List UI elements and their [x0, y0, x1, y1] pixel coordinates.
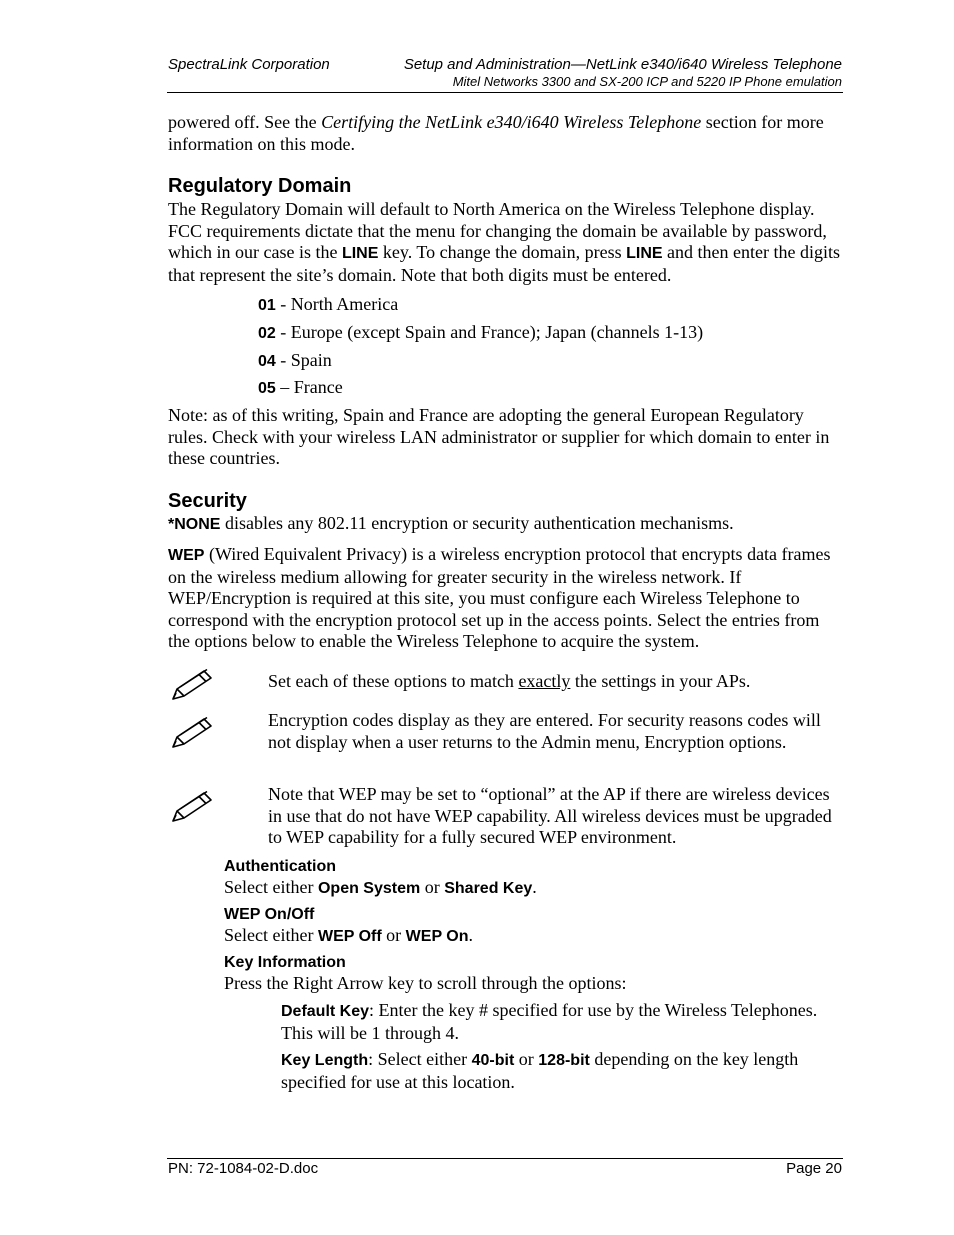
default-key-item	[281, 1000, 841, 1044]
regulatory-note: Note: as of this writing, Spain and France are adopting the general European Regulatory rules. Check with your wireless LAN administrator or supplier for which domain to enter in these countries.	[168, 405, 830, 468]
none-option-label: *NONE	[168, 516, 221, 533]
key-information-heading: Key Information	[224, 954, 346, 971]
40-bit-option: 40-bit	[471, 1052, 515, 1069]
pencil-icon	[168, 668, 214, 704]
wep-paragraph	[168, 544, 844, 653]
key-length-text: : Select either	[368, 1049, 472, 1069]
header-rule	[167, 92, 843, 93]
auth-text: Select either	[224, 877, 318, 897]
128-bit-option: 128-bit	[538, 1052, 590, 1069]
regulatory-paragraph	[168, 199, 844, 286]
note-match-settings	[268, 671, 844, 693]
domain-code-item	[258, 377, 343, 400]
wep-onoff-or: or	[381, 925, 406, 945]
wep-onoff-heading: WEP On/Off	[224, 906, 315, 923]
regulatory-text: key. To change the domain, press	[378, 242, 627, 262]
domain-code-item	[258, 322, 703, 345]
authentication-text	[224, 877, 537, 900]
regulatory-text: and then enter the digits that represent the site’s domain. Note that both digits must be entered.	[168, 242, 840, 285]
default-key-description: : Enter the key # specified for use by the Wireless Telephones. This will be 1 through 4.	[281, 1000, 818, 1043]
intro-text: powered off. See the	[168, 112, 322, 132]
none-paragraph	[168, 513, 844, 536]
key-length-text: or	[514, 1049, 539, 1069]
none-description: disables any 802.11 encryption or security authentication mechanisms.	[220, 513, 734, 533]
wep-off-option: WEP Off	[317, 928, 382, 945]
header-title: Setup and Administration—NetLink e340/i640 Wireless Telephone	[403, 56, 842, 73]
domain-code-item	[258, 294, 398, 317]
domain-code: 05	[258, 380, 276, 397]
auth-text: or	[420, 877, 445, 897]
open-system-option: Open System	[317, 880, 421, 897]
wep-onoff-text	[224, 925, 473, 948]
regulatory-domain-heading: Regulatory Domain	[168, 175, 352, 197]
domain-code: 02	[258, 325, 276, 342]
footer-rule	[167, 1158, 843, 1159]
note-emphasis: exactly	[518, 671, 571, 691]
line-key-label: LINE	[626, 245, 663, 262]
footer-part-number: PN: 72-1084-02-D.doc	[168, 1160, 319, 1177]
default-key-label: Default Key	[281, 1003, 370, 1020]
key-length-item	[281, 1049, 841, 1093]
note-text: the settings in your APs.	[570, 671, 751, 691]
regulatory-text: The Regulatory Domain will default to North America on the Wireless Telephone display. FCC requirements dictate that the menu for changing the domain be available by password, which in our case is the	[168, 199, 827, 262]
security-heading: Security	[168, 490, 247, 512]
key-length-label: Key Length	[281, 1052, 369, 1069]
auth-text: .	[532, 877, 537, 897]
note-text: Set each of these options to match	[268, 671, 519, 691]
note-wep-optional: Note that WEP may be set to “optional” at the AP if there are wireless devices in use that do not have WEP capability. All wireless devices must be upgraded to WEP capability for a fully secured WEP environment.	[268, 784, 832, 847]
domain-code: 04	[258, 353, 276, 370]
wep-option-label: WEP	[168, 547, 205, 564]
domain-code-item	[258, 350, 332, 373]
domain-name: - North America	[275, 294, 399, 314]
key-length-text: depending on the key length specified for use at this location.	[281, 1049, 799, 1092]
intro-text-end: section for more information on this mode.	[168, 112, 824, 154]
footer-page-number: Page 20	[786, 1160, 842, 1177]
header-subtitle: Mitel Networks 3300 and SX-200 ICP and 5220 IP Phone emulation	[452, 74, 842, 89]
intro-paragraph	[168, 112, 844, 155]
domain-name: - Spain	[275, 350, 332, 370]
wep-description: (Wired Equivalent Privacy) is a wireless encryption protocol that encrypts data frames on the wireless medium allowing for greater security in the wireless network. If WEP/Encryption is required at this site, you must configure each Wireless Telephone to correspond with the encryption protocol set up in the access points. Select the entries from the options below to enable the Wireless Telephone to acquire the system.	[168, 544, 831, 651]
authentication-heading: Authentication	[224, 858, 336, 875]
shared-key-option: Shared Key	[444, 880, 533, 897]
wep-on-option: WEP On	[405, 928, 469, 945]
wep-onoff-end: .	[468, 925, 473, 945]
pencil-icon	[168, 790, 214, 826]
domain-name: – France	[275, 377, 343, 397]
note-encryption-codes: Encryption codes display as they are entered. For security reasons codes will not display when a user returns to the Admin menu, Encryption options.	[268, 710, 821, 752]
key-information-text: Press the Right Arrow key to scroll through the options:	[224, 973, 627, 993]
domain-code: 01	[258, 297, 276, 314]
pencil-icon	[168, 716, 214, 752]
line-key-label: LINE	[341, 245, 379, 262]
header-company: SpectraLink Corporation	[168, 56, 330, 73]
domain-name: - Europe (except Spain and France); Japan (channels 1-13)	[275, 322, 704, 342]
wep-onoff-prefix: Select either	[224, 925, 318, 945]
intro-section-reference: Certifying the NetLink e340/i640 Wireless Telephone	[321, 112, 702, 132]
